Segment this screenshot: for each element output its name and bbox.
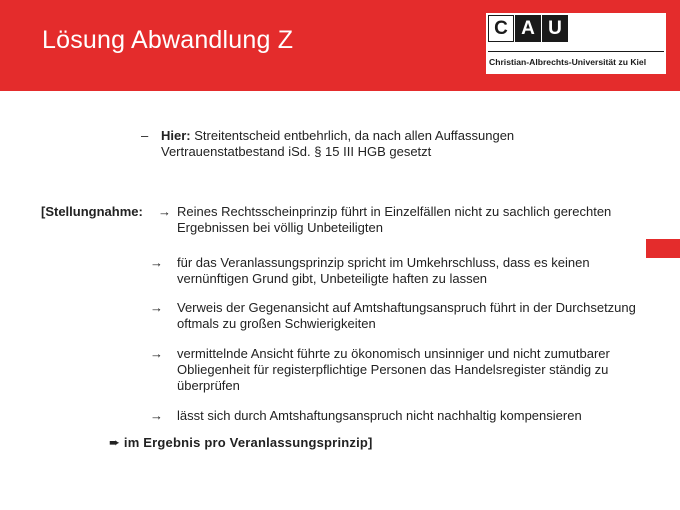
list-item: lässt sich durch Amtshaftungsanspruch nicht nachhaltig kompensieren [177,408,582,423]
arrow-icon: → [150,300,163,315]
arrow-icon: → [150,255,163,270]
logo-letter-u: U [542,15,568,42]
conclusion-arrow-icon: ➨ [109,435,121,450]
conclusion-text: im Ergebnis pro Veranlassungsprinzip] [120,435,373,450]
list-item: vermittelnde Ansicht führte zu ökonomisch unsinniger und nicht zumutbarer Obliegenheit für registerpflichtige Personen das Handelsregister ständig zu überprüfen [177,346,610,393]
arrow-icon: → [158,204,171,219]
side-accent-tab [646,239,680,258]
header-bar [0,0,680,91]
logo-letter-c: C [488,15,514,42]
dash-bullet: – [141,128,149,143]
slide-title: Lösung Abwandlung Z [42,26,294,54]
logo-university-name: Christian-Albrechts-Universität zu Kiel [489,57,647,67]
stellungnahme-label: [Stellungnahme: [41,204,143,219]
hier-text: Streitentscheid entbehrlich, da nach allen Auffassungen Vertrauenstatbestand iSd. § 15 III HGB gesetzt [161,128,515,159]
hier-paragraph [161,128,621,160]
conclusion [109,435,373,451]
logo-divider [488,51,664,52]
logo-letter-a: A [515,15,541,42]
cau-logo [486,13,666,74]
hier-label: Hier: [161,128,191,143]
arrow-icon: → [150,346,163,361]
logo-letters [488,15,569,42]
list-item: für das Veranlassungsprinzip spricht im Umkehrschluss, dass es keinen vernünftigen Grund gibt, Unbeteiligte haften zu lassen [177,255,590,286]
stellungnahme-text: Reines Rechtsscheinprinzip führt in Einzelfällen nicht zu sachlich gerechten Ergebnissen bei völlig Unbeteiligten [177,204,612,235]
list-item: Verweis der Gegenansicht auf Amtshaftungsanspruch führt in der Durchsetzung oftmals zu großen Schwierigkeiten [177,300,636,331]
arrow-icon: → [150,408,163,423]
